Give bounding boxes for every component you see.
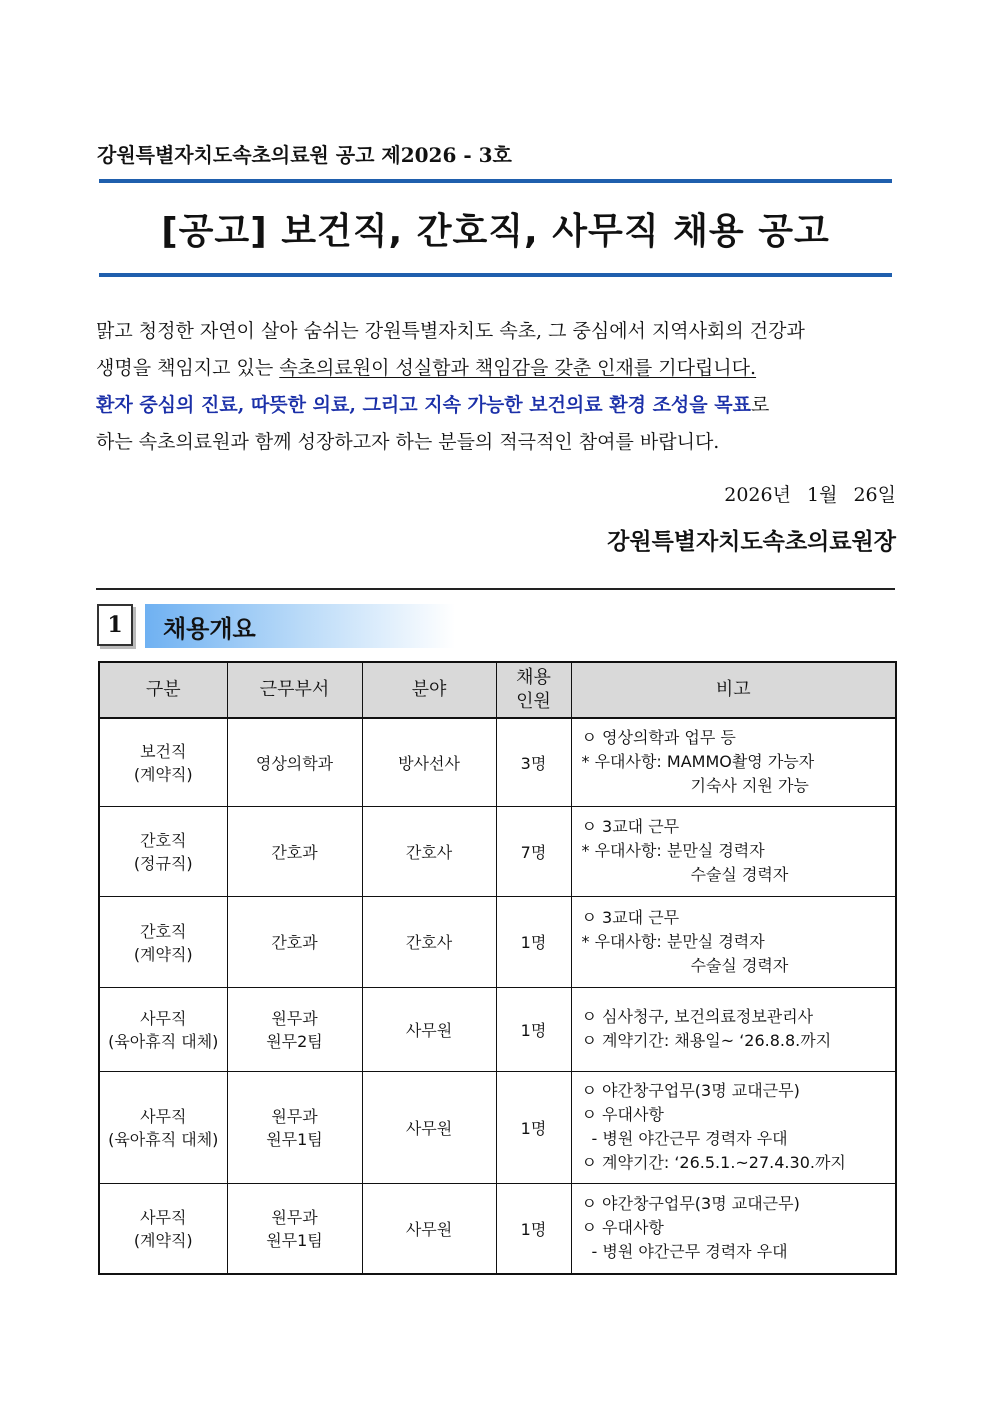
- header-count-line-1: 채용: [516, 667, 551, 688]
- note-line: 수술실 경력자: [690, 955, 789, 975]
- note-line: ㅇ 야간창구업무(3명 교대근무): [581, 1081, 800, 1100]
- cell-field: 방사선사: [362, 718, 496, 806]
- cell-count: 1명: [496, 1071, 571, 1183]
- table-row: [99, 1071, 896, 1183]
- cell-field: 간호사: [362, 896, 496, 987]
- section-number: 1: [97, 604, 133, 646]
- category-line: 사무직: [140, 1107, 187, 1126]
- note-line: * 우대사항: 분만실 경력자: [581, 931, 765, 951]
- category-line: 간호직: [140, 921, 187, 941]
- category-line: 사무직: [140, 1208, 187, 1228]
- intro-line-1: 맑고 청정한 자연이 살아 숨쉬는 강원특별자치도 속초, 그 중심에서 지역사회의 건강과: [96, 320, 805, 342]
- cell-department: [227, 1183, 362, 1274]
- category-line: (육아휴직 대체): [108, 1032, 219, 1051]
- cell-field: 사무원: [362, 1183, 496, 1274]
- note-line: * 우대사항: 분만실 경력자: [581, 841, 765, 860]
- title-bottom-rule: [99, 273, 892, 277]
- cell-count: 1명: [496, 987, 571, 1071]
- cell-count: 3명: [496, 718, 571, 806]
- notice-reference: 강원특별자치도속초의료원 공고 제2026 - 3호: [97, 143, 512, 167]
- note-line: ㅇ 심사청구, 보건의료정보관리사: [581, 1007, 814, 1026]
- cell-field: 사무원: [362, 1071, 496, 1183]
- header-count-line-2: 인원: [516, 691, 551, 712]
- cell-count: 1명: [496, 896, 571, 987]
- note-line: ㅇ 계약기간: 채용일~ ‘26.8.8.까지: [581, 1031, 832, 1050]
- cell-count: 1명: [496, 1183, 571, 1274]
- category-line: (육아휴직 대체): [108, 1130, 219, 1149]
- cell-notes: [571, 987, 896, 1071]
- cell-department: 간호과: [227, 896, 362, 987]
- intro-paragraph: [96, 313, 896, 461]
- cell-field: 사무원: [362, 987, 496, 1071]
- note-line: ㅇ 영상의학과 업무 등: [581, 728, 736, 748]
- intro-line-2-text: 생명을 책임지고 있는: [96, 357, 280, 379]
- cell-category: [99, 1183, 227, 1274]
- cell-category: [99, 1071, 227, 1183]
- cell-category: [99, 806, 227, 896]
- notice-date: 2026년 1월 26일: [724, 484, 896, 506]
- category-line: (정규직): [133, 854, 193, 873]
- note-line: 수술실 경력자: [690, 865, 789, 884]
- table-row: [99, 896, 896, 987]
- table-row: [99, 806, 896, 896]
- header-notes: 비고: [571, 662, 896, 718]
- cell-notes: [571, 1071, 896, 1183]
- department-line: 원무1팀: [266, 1231, 323, 1251]
- cell-notes: [571, 1183, 896, 1274]
- cell-category: [99, 718, 227, 806]
- table-header-row: [99, 662, 896, 718]
- note-line: * 우대사항: MAMMO촬영 가능자: [581, 752, 815, 772]
- category-line: 보건직: [140, 742, 187, 762]
- department-line: 원무과: [271, 1208, 318, 1228]
- intro-line-2: [96, 350, 896, 387]
- category-line: 사무직: [140, 1009, 187, 1028]
- note-line: ㅇ 계약기간: ‘26.5.1.~27.4.30.까지: [581, 1153, 846, 1172]
- department-line: 원무과: [271, 1107, 318, 1126]
- cell-department: [227, 1071, 362, 1183]
- section-divider: [96, 588, 895, 590]
- note-line: ㅇ 3교대 근무: [581, 907, 680, 927]
- header-category: 구분: [99, 662, 227, 718]
- cell-department: [227, 987, 362, 1071]
- table-row: [99, 987, 896, 1071]
- title-top-rule: [99, 179, 892, 183]
- intro-line-4: 하는 속초의료원과 함께 성장하고자 하는 분들의 적극적인 참여를 바랍니다.: [96, 431, 720, 453]
- category-line: 간호직: [140, 831, 187, 850]
- note-line: 기숙사 지원 가능: [690, 776, 809, 796]
- header-count: [496, 662, 571, 718]
- cell-notes: [571, 896, 896, 987]
- cell-count: 7명: [496, 806, 571, 896]
- note-line: ㅇ 우대사항: [581, 1218, 664, 1238]
- intro-emphasis-text: 환자 중심의 진료, 따뜻한 의료, 그리고 지속 가능한 보건의료 환경 조성을 목표: [96, 394, 751, 416]
- header-department: 근무부서: [227, 662, 362, 718]
- note-line: ㅇ 야간창구업무(3명 교대근무): [581, 1194, 800, 1214]
- intro-underlined-text: 속초의료원이 성실함과 책임감을 갖춘 인재를 기다립니다.: [279, 357, 757, 379]
- note-line: ㅇ 우대사항: [581, 1105, 664, 1124]
- category-line: (계약직): [133, 765, 193, 785]
- intro-line-3: [96, 387, 896, 424]
- table-row: [99, 718, 896, 806]
- category-line: (계약직): [133, 944, 193, 964]
- cell-field: 간호사: [362, 806, 496, 896]
- note-line: ㅇ 3교대 근무: [581, 817, 680, 836]
- note-line: - 병원 야간근무 경력자 우대: [591, 1242, 788, 1262]
- intro-line-3-tail: 로: [750, 394, 770, 416]
- header-field: 분야: [362, 662, 496, 718]
- page-title: [공고] 보건직, 간호직, 사무직 채용 공고: [161, 211, 830, 252]
- department-line: 원무1팀: [266, 1130, 323, 1149]
- section-title: 채용개요: [145, 604, 455, 648]
- cell-notes: [571, 806, 896, 896]
- cell-category: [99, 896, 227, 987]
- department-line: 원무2팀: [266, 1032, 323, 1051]
- cell-department: 영상의학과: [227, 718, 362, 806]
- category-line: (계약직): [133, 1231, 193, 1251]
- cell-department: 간호과: [227, 806, 362, 896]
- recruitment-table: [98, 661, 897, 1275]
- note-line: - 병원 야간근무 경력자 우대: [591, 1129, 788, 1148]
- table-row: [99, 1183, 896, 1274]
- cell-category: [99, 987, 227, 1071]
- cell-notes: [571, 718, 896, 806]
- signature: 강원특별자치도속초의료원장: [607, 528, 896, 555]
- department-line: 원무과: [271, 1009, 318, 1028]
